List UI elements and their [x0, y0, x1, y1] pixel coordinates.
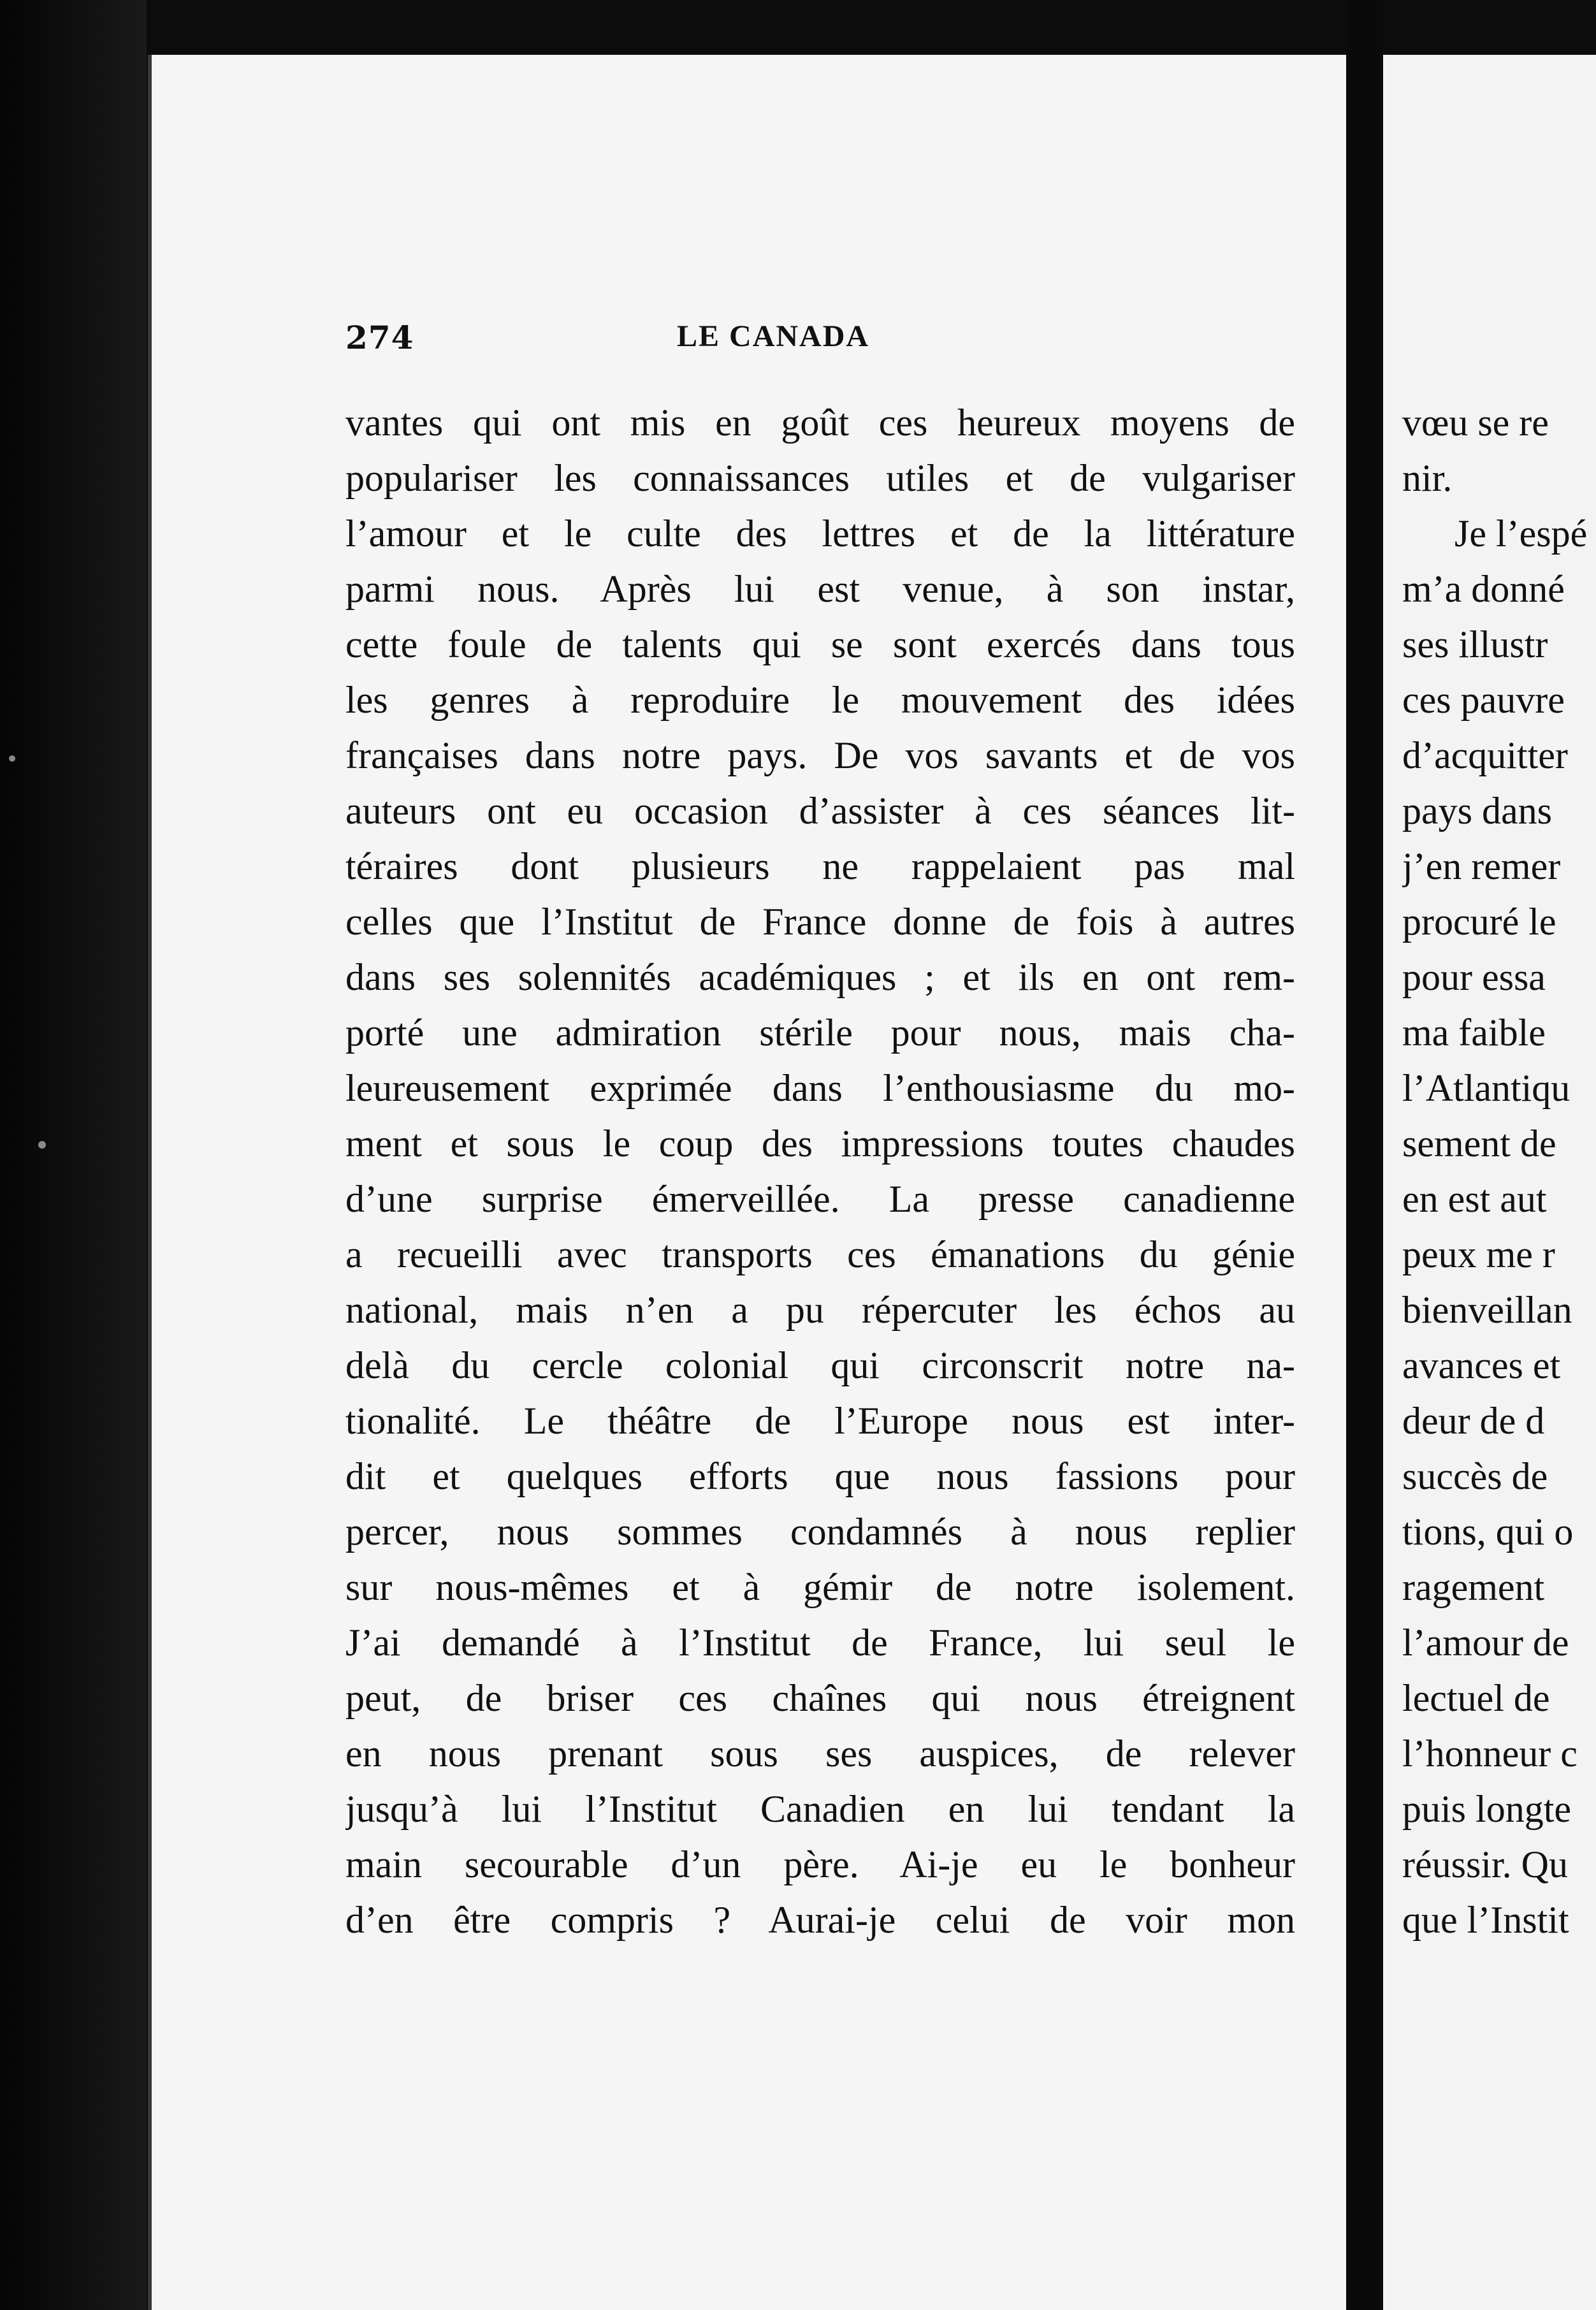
text-line-fragment: que l’Instit [1402, 1899, 1569, 1941]
text-line: auteurs ont eu occasion d’assister à ces séances lit- [345, 790, 1295, 832]
text-line: porté une admiration stérile pour nous, mais cha- [345, 1012, 1295, 1054]
text-line: main secourable d’un père. Ai-je eu le bonheur [345, 1843, 1295, 1885]
text-line-fragment: vœu se re [1402, 402, 1549, 444]
text-line: delà du cercle colonial qui circonscrit notre na- [345, 1344, 1295, 1386]
text-line-fragment: deur de d [1402, 1400, 1545, 1442]
text-line: tionalité. Le théâtre de l’Europe nous est inter- [345, 1400, 1295, 1442]
text-line-fragment: j’en remer [1402, 845, 1561, 887]
text-line: celles que l’Institut de France donne de fois à autres [345, 901, 1295, 943]
text-line-fragment: ma faible [1402, 1012, 1546, 1054]
left-page-text [345, 395, 1295, 1948]
right-page-text [1402, 395, 1593, 1948]
text-line-fragment: nir. [1402, 457, 1453, 499]
text-line: dit et quelques efforts que nous fassions pour [345, 1455, 1295, 1497]
text-line-fragment: Je l’espé [1455, 512, 1588, 555]
text-line: sur nous-mêmes et à gémir de notre isolement. [345, 1566, 1295, 1608]
text-line: d’en être compris ? Aurai-je celui de voir mon [345, 1899, 1295, 1941]
text-line-fragment: l’amour de [1402, 1622, 1569, 1664]
book-gutter [1346, 0, 1383, 2310]
text-line-fragment: tions, qui o [1402, 1511, 1574, 1553]
text-line-fragment: bienveillan [1402, 1289, 1572, 1331]
text-line-fragment: succès de [1402, 1455, 1548, 1497]
page-number: 274 [345, 319, 414, 356]
text-line: peut, de briser ces chaînes qui nous étreignent [345, 1677, 1295, 1719]
text-line-fragment: réussir. Qu [1402, 1843, 1568, 1885]
text-line: national, mais n’en a pu répercuter les échos au [345, 1289, 1295, 1331]
scanner-edge [0, 0, 147, 2310]
text-line-fragment: pour essa [1402, 956, 1546, 998]
text-line: leureusement exprimée dans l’enthousiasme du mo- [345, 1067, 1295, 1109]
text-line-fragment: ces pauvre [1402, 679, 1565, 721]
text-line-fragment: lectuel de [1402, 1677, 1550, 1719]
text-line-fragment: ragement [1402, 1566, 1545, 1608]
text-line-fragment: l’Atlantiqu [1402, 1067, 1571, 1109]
text-line-fragment: procuré le [1402, 901, 1556, 943]
text-line-fragment: ses illustr [1402, 623, 1548, 665]
text-line: populariser les connaissances utiles et de vulgariser [345, 457, 1295, 499]
text-line-fragment: peux me r [1402, 1233, 1555, 1275]
text-line-fragment: l’honneur c [1402, 1732, 1578, 1775]
text-line: parmi nous. Après lui est venue, à son instar, [345, 568, 1295, 610]
text-line-fragment: puis longte [1402, 1788, 1571, 1830]
text-line-fragment: avances et [1402, 1344, 1561, 1386]
text-line-fragment: m’a donné [1402, 568, 1565, 610]
text-line-fragment: d’acquitter [1402, 734, 1568, 776]
text-line: l’amour et le culte des lettres et de la littérature [345, 512, 1295, 555]
text-line: jusqu’à lui l’Institut Canadien en lui tendant la [345, 1788, 1295, 1830]
scan-speck [9, 755, 15, 762]
text-line: vantes qui ont mis en goût ces heureux moyens de [345, 402, 1295, 444]
text-line: a recueilli avec transports ces émanations du génie [345, 1233, 1295, 1275]
text-line: percer, nous sommes condamnés à nous replier [345, 1511, 1295, 1553]
text-line-fragment: pays dans [1402, 790, 1552, 832]
text-line: en nous prenant sous ses auspices, de relever [345, 1732, 1295, 1775]
text-line-fragment: sement de [1402, 1122, 1556, 1165]
text-line: les genres à reproduire le mouvement des idées [345, 679, 1295, 721]
running-title: LE CANADA [677, 319, 870, 353]
text-line: téraires dont plusieurs ne rappelaient pas mal [345, 845, 1295, 887]
text-line-fragment: en est aut [1402, 1178, 1547, 1220]
running-head [345, 319, 1295, 370]
text-line: cette foule de talents qui se sont exercés dans tous [345, 623, 1295, 665]
text-line: ment et sous le coup des impressions toutes chaudes [345, 1122, 1295, 1165]
text-line: J’ai demandé à l’Institut de France, lui seul le [345, 1622, 1295, 1664]
text-line: françaises dans notre pays. De vos savants et de vos [345, 734, 1295, 776]
text-line: dans ses solennités académiques ; et ils en ont rem- [345, 956, 1295, 998]
scan-speck [38, 1141, 46, 1149]
text-line: d’une surprise émerveillée. La presse canadienne [345, 1178, 1295, 1220]
